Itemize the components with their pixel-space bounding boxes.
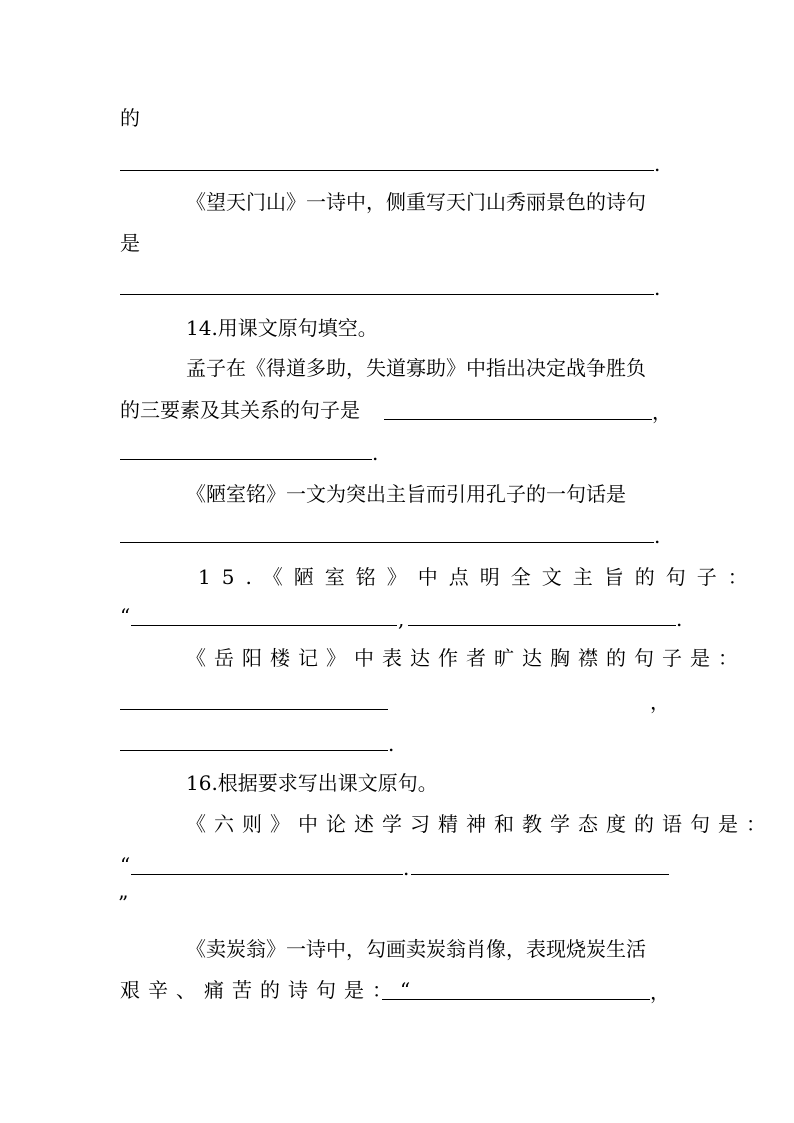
punct: ， — [652, 400, 672, 424]
punct: . — [372, 441, 379, 465]
answer-blank[interactable] — [120, 170, 654, 171]
question-text: 艰辛、痛苦的诗句是：“ — [120, 978, 419, 1002]
answer-blank[interactable] — [120, 750, 388, 751]
question-text: 《陋室铭》一文为突出主旨而引用孔子的一句话是 — [186, 482, 626, 506]
question-text: 是 — [120, 231, 140, 255]
answer-blank[interactable] — [131, 874, 403, 875]
punct: “ — [120, 853, 131, 877]
question-text: 孟子在《得道多助，失道寡助》中指出决定战争胜负 — [186, 356, 646, 380]
punct: . — [654, 524, 661, 548]
answer-blank[interactable] — [384, 419, 652, 420]
answer-blank[interactable] — [120, 542, 654, 543]
question-text: 的三要素及其关系的句子是 — [120, 398, 360, 422]
punct: ， — [650, 690, 670, 714]
question-number-14: 14.用课文原句填空。 — [186, 316, 378, 340]
answer-blank[interactable] — [408, 625, 676, 626]
punct: . — [676, 607, 683, 631]
answer-blank[interactable] — [411, 874, 669, 875]
question-number-15: 15.《陋室铭》中点明全文主旨的句子： — [198, 565, 759, 589]
punct: “ — [120, 604, 131, 628]
answer-blank[interactable] — [382, 999, 650, 1000]
punct: ， — [650, 980, 670, 1004]
punct: . — [388, 732, 395, 756]
question-text: 《卖炭翁》一诗中，勾画卖炭翁肖像，表现烧炭生活 — [186, 937, 646, 961]
punct: . — [403, 856, 410, 880]
punct: . — [654, 276, 661, 300]
text-line: 的 — [120, 106, 140, 130]
punct: , — [398, 607, 405, 631]
question-number-16: 16.根据要求写出课文原句。 — [186, 771, 438, 795]
question-text: 《岳阳楼记》中表达作者旷达胸襟的句子是： — [186, 646, 746, 670]
answer-blank[interactable] — [120, 294, 654, 295]
answer-blank[interactable] — [120, 709, 388, 710]
answer-blank[interactable] — [120, 459, 372, 460]
question-text: 《六则》中论述学习精神和教学态度的语句是： — [186, 812, 774, 836]
punct: ” — [118, 891, 129, 915]
answer-blank[interactable] — [131, 625, 397, 626]
punct: . — [654, 152, 661, 176]
question-text: 《望天门山》一诗中，侧重写天门山秀丽景色的诗句 — [186, 190, 646, 214]
